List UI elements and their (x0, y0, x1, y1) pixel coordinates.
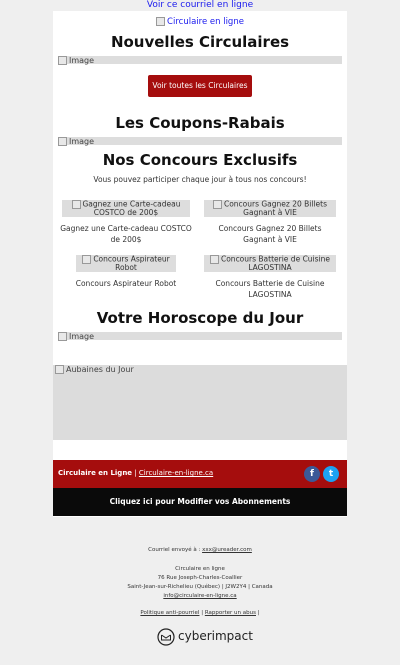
site-link[interactable]: Circulaire-en-ligne.ca (138, 469, 214, 477)
view-online-link[interactable]: Voir ce courriel en ligne (146, 0, 254, 10)
aubaines-image[interactable]: Aubaines du Jour (53, 365, 347, 440)
newsletter-card (53, 11, 347, 517)
broken-image-icon (55, 365, 64, 374)
cyberimpact-icon (157, 628, 175, 646)
section-title-horoscope: Votre Horoscope du Jour (96, 309, 304, 327)
broken-image-icon (58, 137, 67, 146)
report-abuse-link[interactable]: Rapporter un abus (204, 610, 256, 616)
circulaires-image[interactable]: Image (58, 56, 342, 64)
contest-label[interactable]: Concours Gagnez 20 Billets Gagnant à VIE (218, 224, 322, 244)
broken-image-icon (210, 255, 219, 264)
org-email-link[interactable]: info@circulaire-en-ligne.ca (163, 593, 237, 599)
policy-link[interactable]: Politique anti-pourriel (140, 610, 200, 616)
view-all-circulaires-button[interactable]: Voir toutes les Circulaires (148, 75, 252, 97)
logo-image[interactable]: Circulaire en ligne (53, 11, 347, 23)
facebook-icon[interactable]: f (304, 466, 320, 482)
twitter-icon[interactable]: t (323, 466, 339, 482)
section-title-coupons: Les Coupons-Rabais (115, 114, 285, 132)
org-city: Saint-Jean-sur-Richelieu (Québec) | J2W2Y4 | Canada (127, 584, 273, 590)
horoscope-image[interactable]: Image (58, 332, 342, 340)
contest-image[interactable]: Concours Aspirateur Robot (76, 255, 176, 272)
manage-subscriptions-link[interactable]: Cliquez ici pour Modifier vos Abonnements (53, 488, 347, 516)
contest-label[interactable]: Gagnez une Carte-cadeau COSTCO de 200$ (60, 224, 192, 244)
concours-subtitle: Vous pouvez participer chaque jour à tous nos concours! (93, 175, 307, 184)
broken-image-icon (58, 56, 67, 65)
contest-item[interactable] (204, 255, 336, 300)
section-title-circulaires: Nouvelles Circulaires (110, 33, 290, 51)
cyberimpact-wordmark: cyberimpact (178, 629, 253, 643)
broken-image-icon (213, 200, 222, 209)
section-title-concours: Nos Concours Exclusifs (102, 151, 298, 169)
recipient-email-link[interactable]: xxx@ureader.com (202, 547, 252, 553)
contest-label[interactable]: Concours Aspirateur Robot (75, 279, 177, 288)
broken-image-icon (72, 200, 81, 209)
broken-image-icon (156, 17, 165, 26)
contest-image[interactable]: Gagnez une Carte-cadeau COSTCO de 200$ (62, 200, 190, 217)
footer-brand: Circulaire en Ligne | Circulaire-en-ligne.ca (58, 469, 214, 477)
org-name: Circulaire en ligne (175, 566, 225, 572)
sent-to-line: Courriel envoyé à : xxx@ureader.com (148, 547, 252, 553)
contest-item[interactable] (204, 200, 336, 245)
cyberimpact-logo[interactable] (157, 628, 253, 646)
contest-image[interactable]: Concours Batterie de Cuisine LAGOSTINA (204, 255, 336, 272)
contest-item[interactable] (60, 200, 192, 245)
footer-brand-bar (53, 460, 347, 488)
contest-image[interactable]: Concours Gagnez 20 Billets Gagnant à VIE (204, 200, 336, 217)
contest-label[interactable]: Concours Batterie de Cuisine LAGOSTINA (215, 279, 325, 299)
contest-item[interactable] (60, 255, 192, 289)
policy-links: Politique anti-pourriel | Rapporter un abus | (140, 610, 260, 616)
broken-image-icon (58, 332, 67, 341)
org-street: 76 Rue Joseph-Charles-Coallier (157, 575, 243, 581)
coupons-image[interactable]: Image (58, 137, 342, 145)
broken-image-icon (82, 255, 91, 264)
